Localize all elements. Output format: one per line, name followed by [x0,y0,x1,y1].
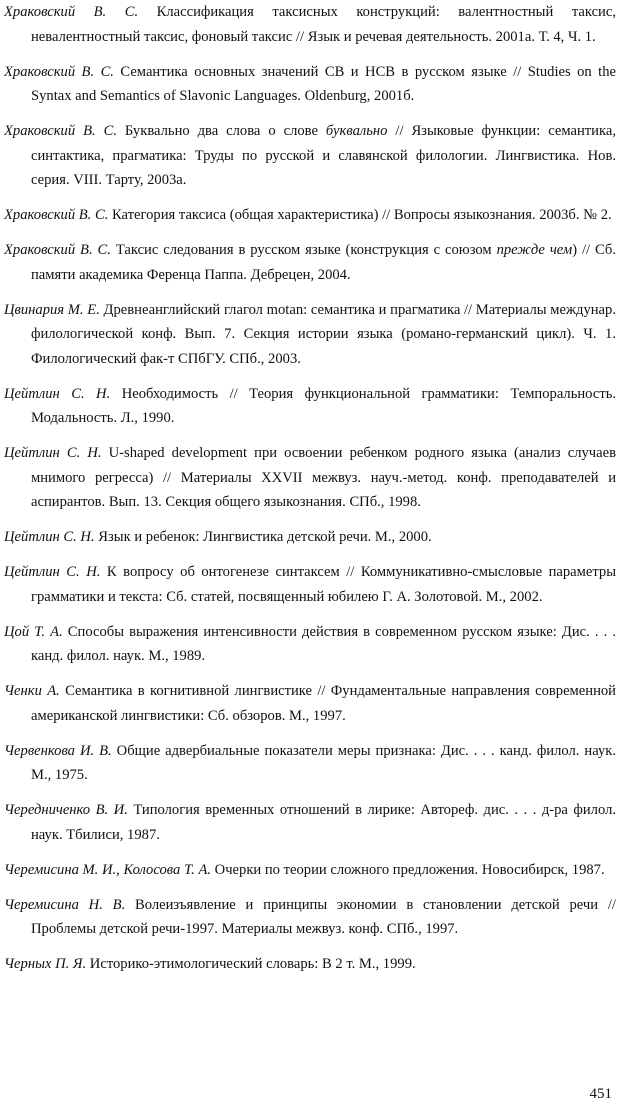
entry-text: Таксис следования в русском языке (конструкция с союзом [110,242,497,258]
bibliography-entry [4,60,616,109]
entry-text: Язык и ребенок: Лингвистика детской речи. М., 2000. [94,529,432,545]
entry-author: Ченки А. [4,683,60,699]
entry-text: U-shaped development при освоении ребенком родного языка (анализ случаев мнимого регресса) // Материалы XXVII межвуз. науч.-метод. конф. преподавателей и аспирантов. Вып. 13. Секция общего языкознания. СПб., 1998. [31,445,616,510]
entry-author: Чередниченко В. И. [4,802,128,818]
bibliography-entry [4,560,616,609]
bibliography-entry [4,525,616,550]
bibliography-entry [4,119,616,193]
bibliography-entry [4,238,616,287]
page-number: 451 [589,1086,612,1102]
entry-text: К вопросу об онтогенезе синтаксем // Коммуникативно-смысловые параметры грамматики и текста: Сб. статей, посвященный юбилею Г. А. Золотовой. М., 2002. [31,564,617,605]
entry-text: Общие адвербиальные показатели меры признака: Дис. . . . канд. филол. наук. М., 1975. [31,742,616,783]
entry-author: Цейтлин С. Н. [4,385,111,402]
entry-author: Храковский В. С. [4,123,117,139]
bibliography-entry [4,858,616,883]
bibliography-entry [4,441,616,515]
bibliography-entry [4,798,616,847]
bibliography-list [4,0,616,987]
entry-text: Очерки по теории сложного предложения. Новосибирск, 1987. [211,861,605,878]
entry-text: ) // Сб. памяти академика Ференца Паппа. Дебрецен, 2004. [31,242,617,283]
entry-text: Классификация таксисных конструкций: валентностный таксис, невалентностный таксис, фоновый таксис // Язык и речевая деятельность. 2001а. Т. 4, Ч. 1. [31,4,616,45]
bibliography-entry [4,382,616,431]
entry-text: Семантика основных значений СВ и НСВ в русском языке // Studies on the Syntax and Semantics of Slavonic Languages. Oldenburg, 2001б. [31,63,617,104]
entry-text: Способы выражения интенсивности действия в современном русском языке: Дис. . . . канд. филол. наук. М., 1989. [31,623,616,664]
entry-text: Типология временных отношений в лирике: Автореф. дис. . . . д-ра филол. наук. Тбилиси, 1987. [31,802,617,843]
entry-text: Необходимость // Теория функциональной грамматики: Темпоральность. Модальность. Л., 1990. [31,385,617,426]
entry-text: Категория таксиса (общая характеристика) // Вопросы языкознания. 2003б. № 2. [108,207,612,223]
entry-text: Семантика в когнитивной лингвистике // Фундаментальные направления современной американской лингвистики: Сб. обзоров. М., 1997. [31,683,616,724]
entry-author: Храковский В. С. [4,63,114,80]
bibliography-entry [4,0,616,49]
bibliography-entry [4,203,616,228]
entry-italic-term: прежде чем [496,242,573,258]
entry-author: Цой Т. А. [4,623,63,640]
bibliography-entry [4,679,616,728]
bibliography-entry [4,739,616,788]
entry-author: Цвинария М. Е. [4,301,100,318]
entry-text: // Языковые функции: семантика, синтактика, прагматика: Труды по русской и славянской филологии. Лингвистика. Нов. серия. VIII. Тарту, 2003а. [31,123,616,188]
entry-text: Древнеанглийский глагол motan: семантика и прагматика // Материалы междунар. филологической конф. Вып. 7. Секция истории языка (романо-германский цикл). Ч. 1. Филологический фак-т СПбГУ. СПб., 2003. [31,301,616,367]
bibliography-entry [4,620,616,669]
entry-author: Цейтлин С. Н. [4,445,102,461]
entry-italic-term: буквально [325,123,388,139]
bibliography-entry [4,298,616,372]
entry-author: Черемисина М. И., Колосова Т. А. [4,861,212,878]
entry-author: Цейтлин С. Н. [4,529,95,545]
entry-author: Черемисина Н. В. [4,896,126,913]
entry-author: Черных П. Я. [4,956,87,972]
entry-text: Буквально два слова о слове [116,123,326,139]
entry-text: Историко-этимологический словарь: В 2 т. М., 1999. [86,956,416,972]
entry-author: Червенкова И. В. [4,742,112,759]
entry-author: Храковский В. С. [4,242,111,258]
entry-text: Волеизъявление и принципы экономии в становлении детской речи // Проблемы детской речи-1997. Материалы межвуз. конф. СПб., 1997. [31,896,616,937]
bibliography-entry [4,952,616,977]
entry-author: Цейтлин С. Н. [4,564,101,580]
bibliography-entry [4,893,616,942]
entry-author: Храковский В. С. [4,207,109,223]
entry-author: Храковский В. С. [4,4,139,20]
